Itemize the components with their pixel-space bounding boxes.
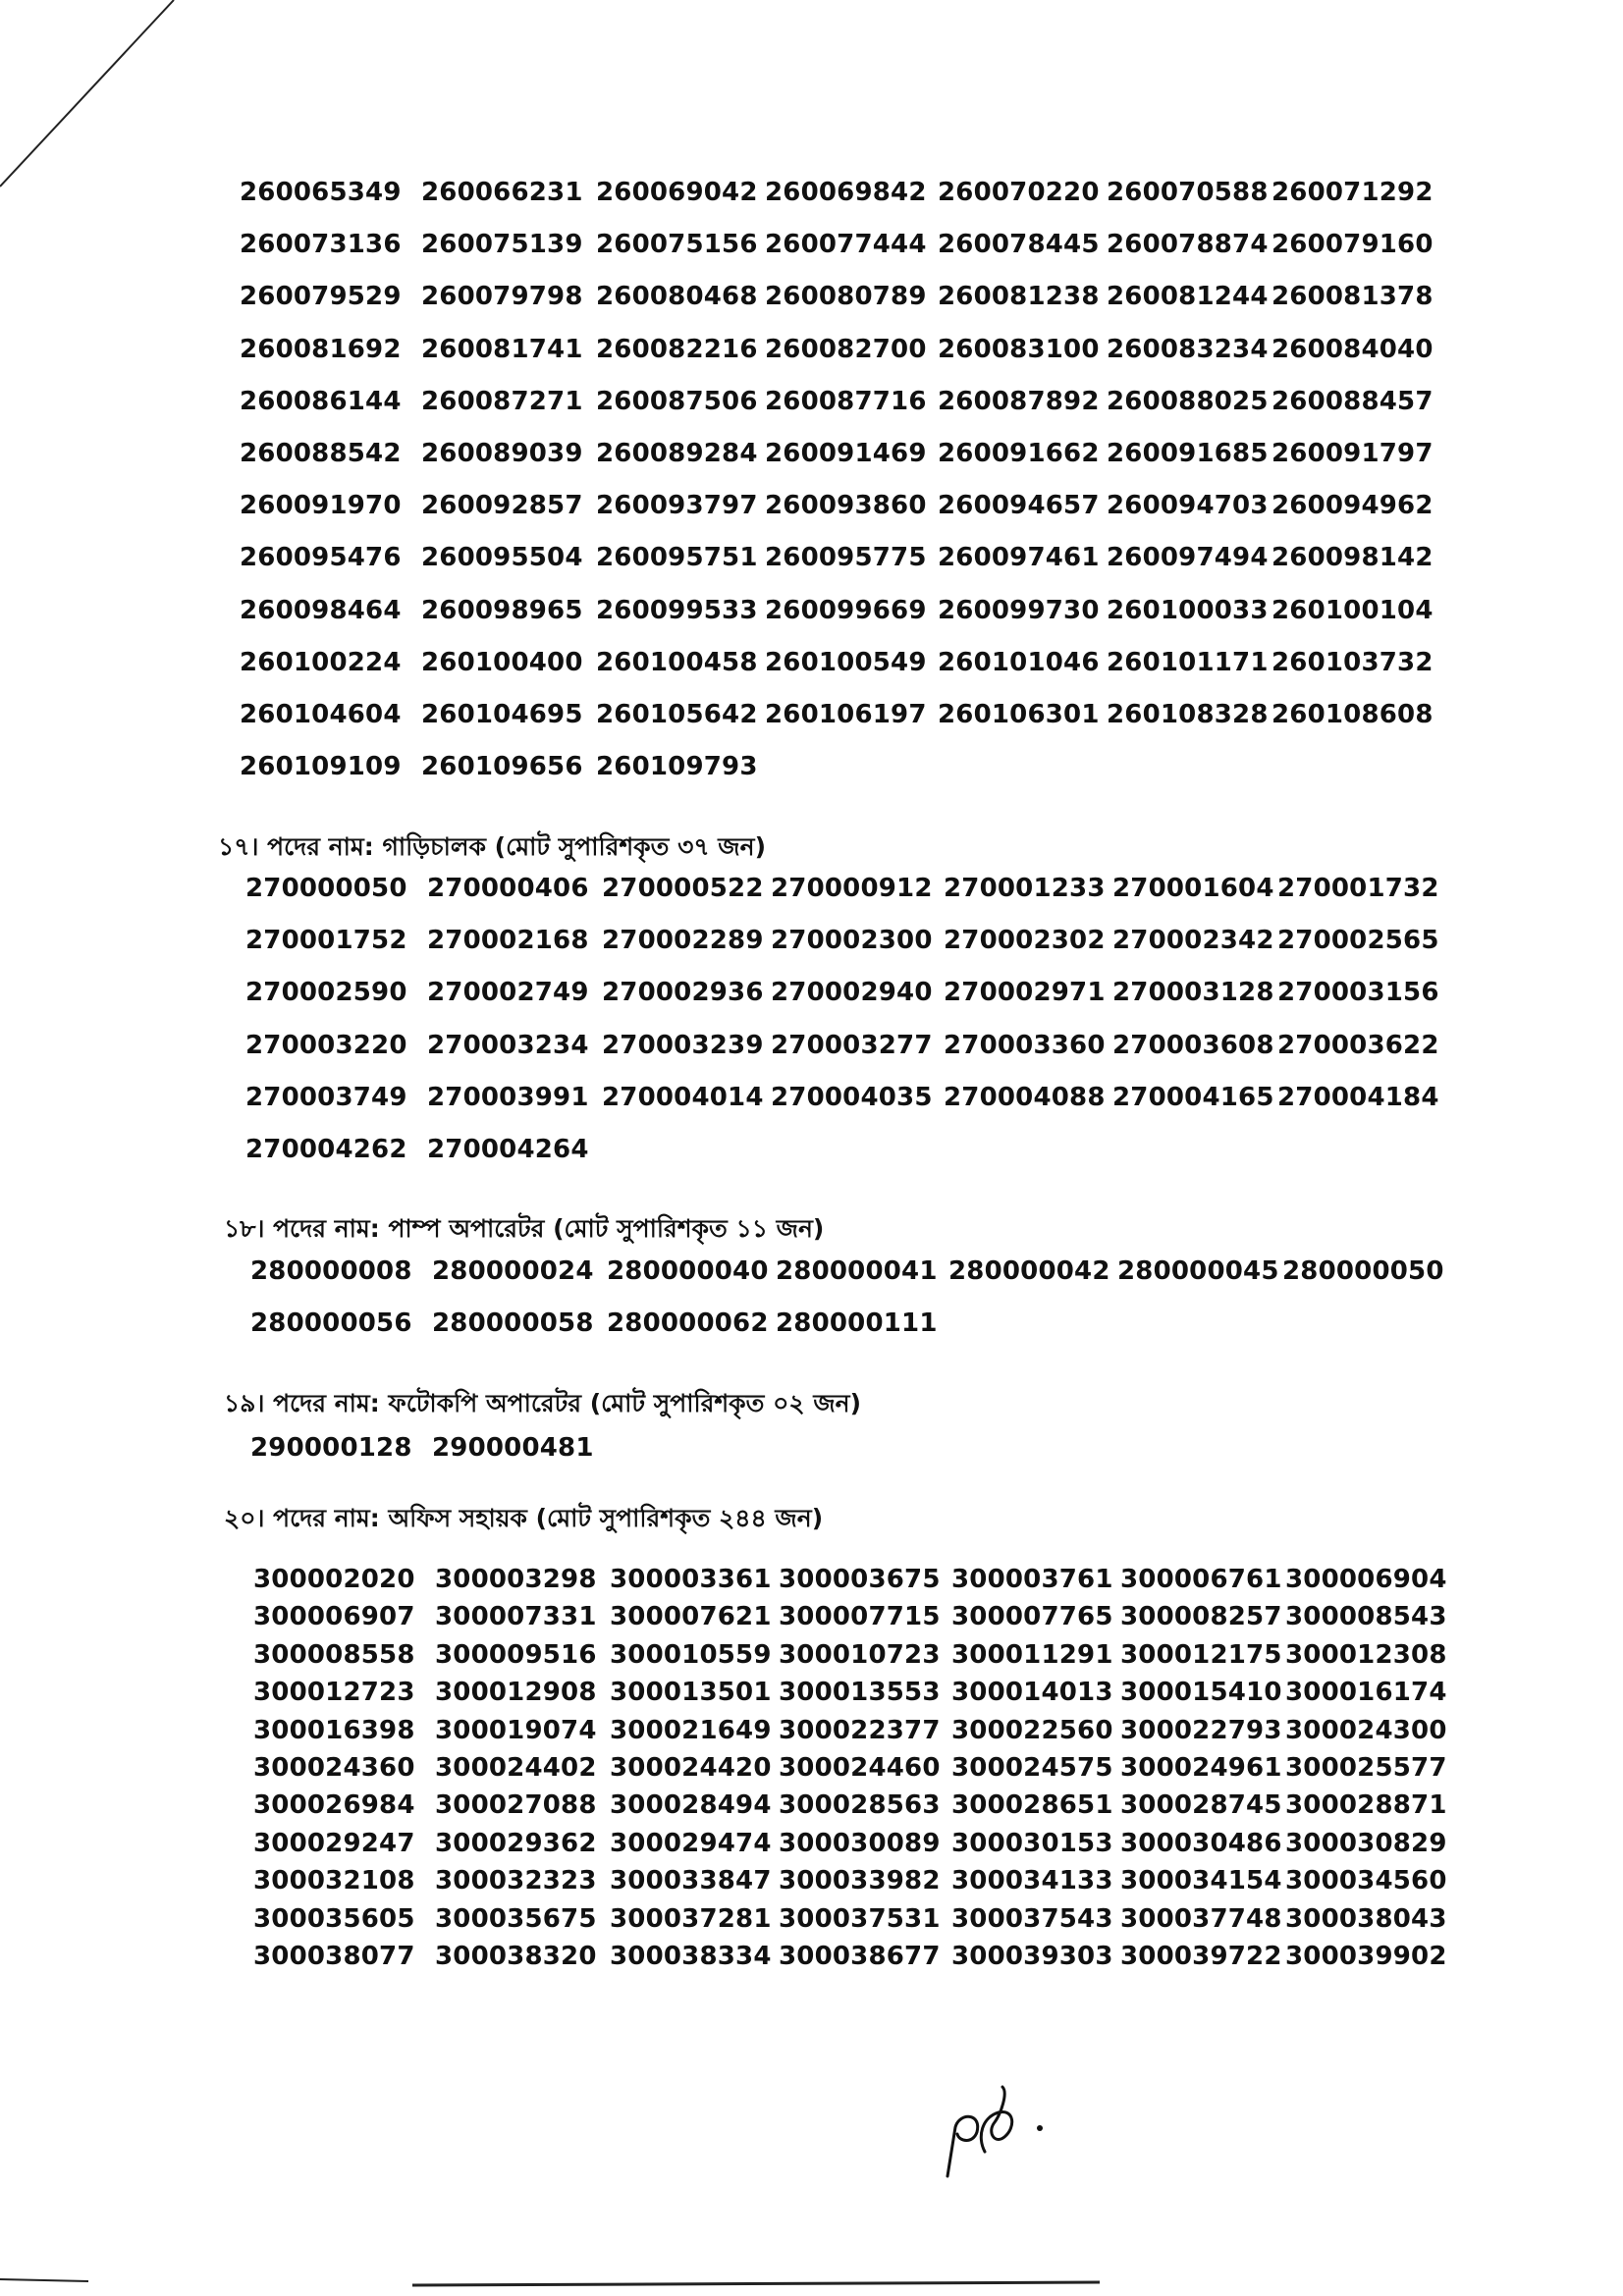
roll-number: 300013553 <box>779 1678 941 1708</box>
roll-list-260 <box>240 180 1438 806</box>
roll-number: 260083234 <box>1107 334 1269 364</box>
roll-number: 260091797 <box>1271 438 1434 468</box>
roll-number: 260095751 <box>596 543 758 573</box>
roll-number: 300037543 <box>951 1903 1113 1934</box>
roll-number: 300012908 <box>435 1678 597 1708</box>
roll-number: 300013501 <box>610 1678 772 1708</box>
roll-number: 270003156 <box>1277 978 1439 1008</box>
roll-number: 280000062 <box>607 1308 769 1339</box>
roll-number: 260099730 <box>938 595 1100 625</box>
roll-number: 270002289 <box>602 926 764 956</box>
roll-number: 260082700 <box>765 334 927 364</box>
roll-number: 300030486 <box>1120 1828 1282 1858</box>
handwritten-signature <box>938 2083 1065 2191</box>
roll-number: 280000058 <box>432 1308 594 1339</box>
roll-number: 270004262 <box>245 1134 407 1164</box>
roll-number: 270002590 <box>245 978 407 1008</box>
roll-number: 260081692 <box>240 334 402 364</box>
roll-number: 290000481 <box>432 1433 594 1463</box>
roll-number: 300006761 <box>1120 1565 1282 1594</box>
roll-number: 270000522 <box>602 874 764 903</box>
roll-number: 260100458 <box>596 647 758 677</box>
roll-number: 260098464 <box>240 595 402 625</box>
roll-number: 270001752 <box>245 926 407 956</box>
roll-number: 280000056 <box>250 1308 412 1339</box>
roll-number: 280000042 <box>948 1256 1110 1286</box>
section-heading-20: ২০। পদের নাম: অফিস সহায়ক (মোট সুপারিশকৃত ২৪৪ জন) <box>224 1504 824 1532</box>
roll-number: 260100549 <box>765 647 927 677</box>
roll-number: 260087892 <box>938 386 1100 416</box>
roll-number: 260079529 <box>240 282 402 312</box>
roll-number: 260101171 <box>1107 647 1269 677</box>
roll-number: 300016174 <box>1285 1678 1447 1708</box>
roll-number: 300016398 <box>253 1715 415 1745</box>
roll-number: 260065349 <box>240 178 402 207</box>
roll-number: 260069842 <box>765 178 927 207</box>
section-heading-18: ১৮। পদের নাম: পাম্প অপারেটর (মোট সুপারিশকৃত ১১ জন) <box>224 1214 825 1243</box>
roll-number: 260079160 <box>1271 230 1434 260</box>
roll-number: 270003608 <box>1112 1030 1274 1060</box>
roll-number: 300003675 <box>779 1565 941 1594</box>
roll-number: 300029362 <box>435 1828 597 1858</box>
roll-number: 260078874 <box>1107 230 1269 260</box>
roll-number: 270002302 <box>944 926 1106 956</box>
roll-number: 300026984 <box>253 1790 415 1821</box>
roll-number: 300029474 <box>610 1828 772 1858</box>
roll-number: 260087271 <box>421 386 583 416</box>
roll-number: 260081238 <box>938 282 1100 312</box>
scan-edge-line-top-left <box>0 0 196 196</box>
roll-number: 300028871 <box>1285 1790 1447 1821</box>
roll-number: 260105642 <box>596 699 758 729</box>
roll-number: 260098965 <box>421 595 583 625</box>
roll-number: 260084040 <box>1271 334 1434 364</box>
roll-number: 300024961 <box>1120 1752 1282 1783</box>
roll-number: 300038043 <box>1285 1903 1447 1934</box>
scan-edge-line-bottom <box>0 2275 1623 2296</box>
roll-number-grid <box>253 1567 1452 1981</box>
roll-number: 260094657 <box>938 491 1100 521</box>
roll-number: 300006904 <box>1285 1565 1447 1594</box>
roll-number: 300024460 <box>779 1752 941 1783</box>
roll-number: 260109656 <box>421 752 583 782</box>
roll-number: 300010559 <box>610 1639 772 1670</box>
roll-number: 260089284 <box>596 438 758 468</box>
roll-number: 300029247 <box>253 1828 415 1858</box>
roll-number: 260081741 <box>421 334 583 364</box>
roll-number: 260097461 <box>938 543 1100 573</box>
roll-number: 270004184 <box>1277 1082 1439 1112</box>
roll-number: 260095476 <box>240 543 402 573</box>
roll-number: 270003239 <box>602 1030 764 1060</box>
roll-number: 260078445 <box>938 230 1100 260</box>
roll-number: 270003360 <box>944 1030 1106 1060</box>
roll-number: 260100224 <box>240 647 402 677</box>
roll-list-section-17 <box>245 876 1444 1189</box>
roll-number: 300022560 <box>951 1715 1113 1745</box>
section-heading-17: ১৭। পদের নাম: গাড়িচালক (মোট সুপারিশকৃত ৩৭ জন) <box>218 832 767 861</box>
roll-number: 300035605 <box>253 1903 415 1934</box>
roll-number: 270004264 <box>427 1134 589 1164</box>
roll-number: 260093860 <box>765 491 927 521</box>
roll-number: 260098142 <box>1271 543 1434 573</box>
roll-number: 300010723 <box>779 1639 941 1670</box>
roll-number: 260086144 <box>240 386 402 416</box>
roll-number: 260087506 <box>596 386 758 416</box>
roll-number: 260108608 <box>1271 699 1434 729</box>
roll-number: 260104695 <box>421 699 583 729</box>
roll-number: 300027088 <box>435 1790 597 1821</box>
roll-number: 300003361 <box>610 1565 772 1594</box>
roll-number: 260091469 <box>765 438 927 468</box>
roll-number: 270004014 <box>602 1082 764 1112</box>
roll-number: 300011291 <box>951 1639 1113 1670</box>
roll-number: 300003761 <box>951 1565 1113 1594</box>
roll-number: 300024300 <box>1285 1715 1447 1745</box>
roll-number: 300030089 <box>779 1828 941 1858</box>
roll-number: 300007765 <box>951 1602 1113 1632</box>
roll-number: 270002565 <box>1277 926 1439 956</box>
roll-number: 300038320 <box>435 1941 597 1971</box>
roll-number: 260069042 <box>596 178 758 207</box>
roll-number: 260109109 <box>240 752 402 782</box>
roll-number: 270002936 <box>602 978 764 1008</box>
roll-number: 300028745 <box>1120 1790 1282 1821</box>
roll-number: 260099533 <box>596 595 758 625</box>
roll-number: 260083100 <box>938 334 1100 364</box>
roll-number: 300024420 <box>610 1752 772 1783</box>
roll-number: 300024360 <box>253 1752 415 1783</box>
roll-number: 260077444 <box>765 230 927 260</box>
roll-number: 300019074 <box>435 1715 597 1745</box>
roll-number: 260106301 <box>938 699 1100 729</box>
roll-number: 300024575 <box>951 1752 1113 1783</box>
roll-number: 260103732 <box>1271 647 1434 677</box>
roll-number: 280000040 <box>607 1256 769 1286</box>
roll-number: 260071292 <box>1271 178 1434 207</box>
roll-number: 300007621 <box>610 1602 772 1632</box>
roll-number: 300039303 <box>951 1941 1113 1971</box>
section-heading-19: ১৯। পদের নাম: ফটোকপি অপারেটর (মোট সুপারিশকৃত ০২ জন) <box>224 1389 862 1417</box>
roll-number: 260095504 <box>421 543 583 573</box>
roll-number: 300034154 <box>1120 1866 1282 1896</box>
roll-number: 260075156 <box>596 230 758 260</box>
roll-number: 300028651 <box>951 1790 1113 1821</box>
roll-number: 300038334 <box>610 1941 772 1971</box>
roll-number: 270002168 <box>427 926 589 956</box>
roll-number: 260066231 <box>421 178 583 207</box>
roll-number: 260081378 <box>1271 282 1434 312</box>
roll-number: 260092857 <box>421 491 583 521</box>
roll-number: 270003220 <box>245 1030 407 1060</box>
roll-number: 270002940 <box>771 978 933 1008</box>
roll-number: 270003991 <box>427 1082 589 1112</box>
roll-number: 260094962 <box>1271 491 1434 521</box>
roll-number: 300034133 <box>951 1866 1113 1896</box>
roll-number: 270001233 <box>944 874 1106 903</box>
roll-number: 270001732 <box>1277 874 1439 903</box>
roll-number: 270004088 <box>944 1082 1106 1112</box>
roll-number: 260099669 <box>765 595 927 625</box>
roll-number: 270002971 <box>944 978 1106 1008</box>
roll-number: 300003298 <box>435 1565 597 1594</box>
roll-number: 260080789 <box>765 282 927 312</box>
roll-number: 260091662 <box>938 438 1100 468</box>
roll-number: 300037281 <box>610 1903 772 1934</box>
roll-number: 300008543 <box>1285 1602 1447 1632</box>
roll-list-section-18 <box>250 1258 1449 1362</box>
roll-number: 280000111 <box>776 1308 938 1339</box>
roll-number: 260109793 <box>596 752 758 782</box>
roll-number: 260087716 <box>765 386 927 416</box>
roll-number: 280000041 <box>776 1256 938 1286</box>
roll-number: 300024402 <box>435 1752 597 1783</box>
roll-number: 260075139 <box>421 230 583 260</box>
roll-number: 300037531 <box>779 1903 941 1934</box>
roll-number: 280000045 <box>1117 1256 1279 1286</box>
roll-number: 300039902 <box>1285 1941 1447 1971</box>
roll-number: 300007331 <box>435 1602 597 1632</box>
roll-number: 260106197 <box>765 699 927 729</box>
roll-number: 300030829 <box>1285 1828 1447 1858</box>
roll-number-grid <box>245 876 1444 1189</box>
roll-number: 300008558 <box>253 1639 415 1670</box>
roll-number: 260095775 <box>765 543 927 573</box>
roll-number: 300015410 <box>1120 1678 1282 1708</box>
roll-number: 260073136 <box>240 230 402 260</box>
roll-number: 300014013 <box>951 1678 1113 1708</box>
roll-number: 300032108 <box>253 1866 415 1896</box>
roll-number: 260108328 <box>1107 699 1269 729</box>
roll-number: 270002342 <box>1112 926 1274 956</box>
roll-number: 260101046 <box>938 647 1100 677</box>
roll-number: 270003622 <box>1277 1030 1439 1060</box>
roll-number: 260089039 <box>421 438 583 468</box>
roll-number: 270000050 <box>245 874 407 903</box>
roll-number: 290000128 <box>250 1433 412 1463</box>
roll-number: 300008257 <box>1120 1602 1282 1632</box>
roll-number-grid <box>250 1258 1449 1362</box>
roll-number: 260070220 <box>938 178 1100 207</box>
roll-number: 300009516 <box>435 1639 597 1670</box>
roll-number: 270002749 <box>427 978 589 1008</box>
roll-number: 300028494 <box>610 1790 772 1821</box>
roll-number: 300039722 <box>1120 1941 1282 1971</box>
roll-list-section-19 <box>250 1435 1449 1487</box>
roll-number: 300038677 <box>779 1941 941 1971</box>
roll-number: 300032323 <box>435 1866 597 1896</box>
roll-number: 300022377 <box>779 1715 941 1745</box>
roll-number: 270003749 <box>245 1082 407 1112</box>
roll-number: 260100104 <box>1271 595 1434 625</box>
roll-number: 270004165 <box>1112 1082 1274 1112</box>
roll-number: 270004035 <box>771 1082 933 1112</box>
roll-number: 300038077 <box>253 1941 415 1971</box>
roll-number: 300021649 <box>610 1715 772 1745</box>
roll-number: 280000050 <box>1282 1256 1444 1286</box>
roll-number: 260104604 <box>240 699 402 729</box>
roll-number: 300035675 <box>435 1903 597 1934</box>
roll-number: 260070588 <box>1107 178 1269 207</box>
roll-number: 300033982 <box>779 1866 941 1896</box>
roll-number: 300025577 <box>1285 1752 1447 1783</box>
roll-number: 280000008 <box>250 1256 412 1286</box>
roll-number: 300028563 <box>779 1790 941 1821</box>
roll-number: 270001604 <box>1112 874 1274 903</box>
roll-number: 300006907 <box>253 1602 415 1632</box>
roll-number: 300012308 <box>1285 1639 1447 1670</box>
roll-number: 300034560 <box>1285 1866 1447 1896</box>
roll-number: 260082216 <box>596 334 758 364</box>
roll-number: 280000024 <box>432 1256 594 1286</box>
roll-number: 300030153 <box>951 1828 1113 1858</box>
roll-list-section-20 <box>253 1567 1452 1981</box>
roll-number: 260088457 <box>1271 386 1434 416</box>
roll-number: 270003277 <box>771 1030 933 1060</box>
roll-number: 270003234 <box>427 1030 589 1060</box>
roll-number: 300037748 <box>1120 1903 1282 1934</box>
roll-number: 270000912 <box>771 874 933 903</box>
roll-number: 270000406 <box>427 874 589 903</box>
roll-number: 260081244 <box>1107 282 1269 312</box>
roll-number: 260091685 <box>1107 438 1269 468</box>
roll-number-grid <box>240 180 1438 806</box>
roll-number: 260080468 <box>596 282 758 312</box>
roll-number: 260094703 <box>1107 491 1269 521</box>
roll-number: 300033847 <box>610 1866 772 1896</box>
roll-number-grid <box>250 1435 1449 1487</box>
roll-number: 260091970 <box>240 491 402 521</box>
roll-number: 270002300 <box>771 926 933 956</box>
roll-number: 300022793 <box>1120 1715 1282 1745</box>
roll-number: 260088025 <box>1107 386 1269 416</box>
roll-number: 260088542 <box>240 438 402 468</box>
roll-number: 300012723 <box>253 1678 415 1708</box>
roll-number: 260097494 <box>1107 543 1269 573</box>
roll-number: 260079798 <box>421 282 583 312</box>
roll-number: 260100033 <box>1107 595 1269 625</box>
roll-number: 300002020 <box>253 1565 415 1594</box>
roll-number: 300007715 <box>779 1602 941 1632</box>
roll-number: 300012175 <box>1120 1639 1282 1670</box>
roll-number: 260093797 <box>596 491 758 521</box>
roll-number: 260100400 <box>421 647 583 677</box>
roll-number: 270003128 <box>1112 978 1274 1008</box>
